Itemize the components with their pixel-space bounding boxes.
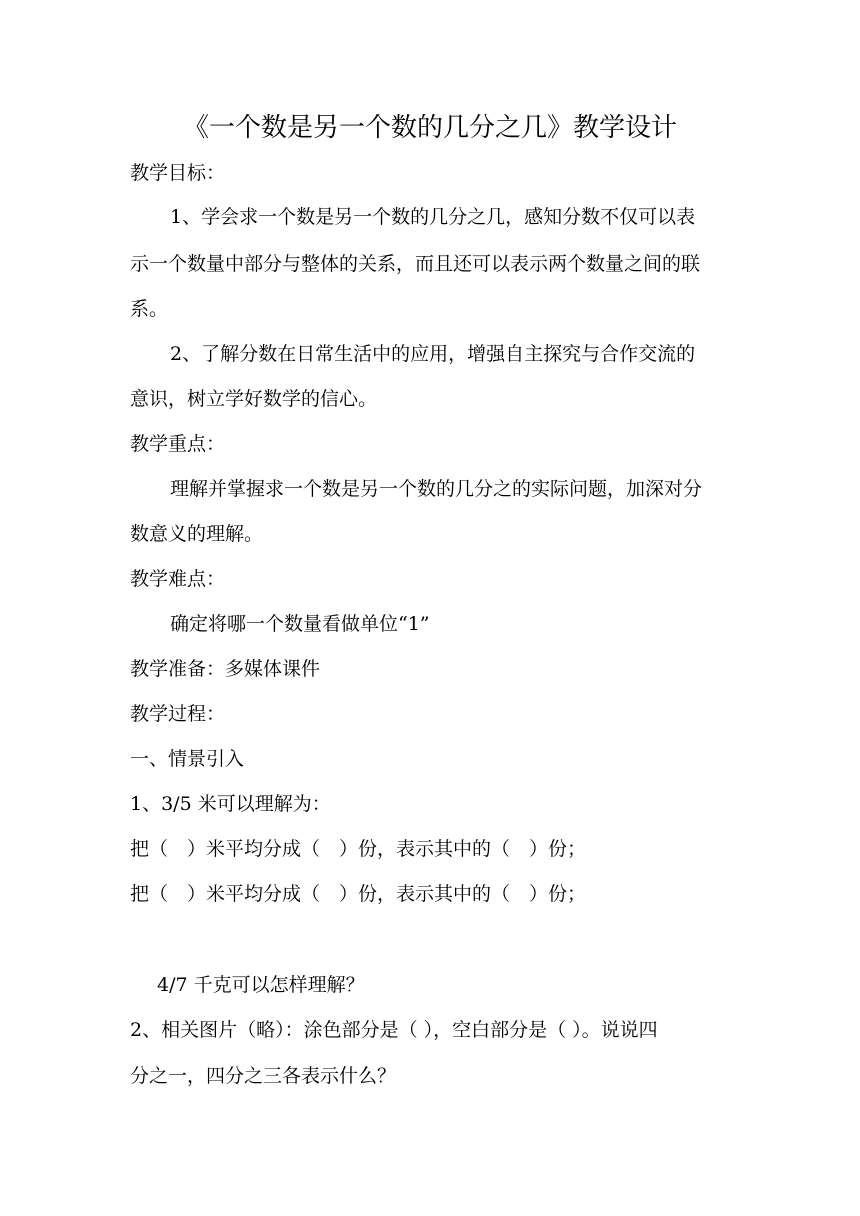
paragraph-line: 意识，树立学好数学的信心。	[130, 388, 378, 410]
heading-teaching-process: 教学过程：	[130, 703, 226, 725]
paragraph-line: 系。	[130, 298, 169, 320]
paragraph-line: 分之一，四分之三各表示什么？	[130, 1065, 397, 1087]
paragraph-line: 2、相关图片（略）：涂色部分是（ ），空白部分是（ ）。说说四	[130, 1019, 658, 1041]
paragraph-line: 确定将哪一个数量看做单位“1”	[170, 613, 430, 635]
fill-blank-line: 把（ ）米平均分成（ ）份，表示其中的（ ）份；	[130, 838, 587, 860]
section-heading: 一、情景引入	[130, 748, 245, 770]
heading-key-points: 教学重点：	[130, 433, 226, 455]
heading-teaching-goals: 教学目标：	[130, 162, 226, 184]
paragraph-line: 理解并掌握求一个数是另一个数的几分之的实际问题，加深对分	[170, 478, 703, 500]
paragraph-line: 1、学会求一个数是另一个数的几分之几，感知分数不仅可以表	[170, 206, 696, 228]
heading-preparation: 教学准备：多媒体课件	[130, 658, 321, 680]
document-title: 《一个数是另一个数的几分之几》教学设计	[182, 113, 677, 143]
question-line: 4/7 千克可以怎样理解？	[157, 974, 365, 996]
fill-blank-line: 把（ ）米平均分成（ ）份，表示其中的（ ）份；	[130, 883, 587, 905]
heading-difficult-points: 教学难点：	[130, 568, 226, 590]
paragraph-line: 2、了解分数在日常生活中的应用，增强自主探究与合作交流的	[170, 343, 696, 365]
paragraph-line: 数意义的理解。	[130, 523, 264, 545]
paragraph-line: 示一个数量中部分与整体的关系，而且还可以表示两个数量之间的联	[130, 253, 701, 275]
paragraph-line: 1、3/5 米可以理解为：	[130, 793, 331, 815]
